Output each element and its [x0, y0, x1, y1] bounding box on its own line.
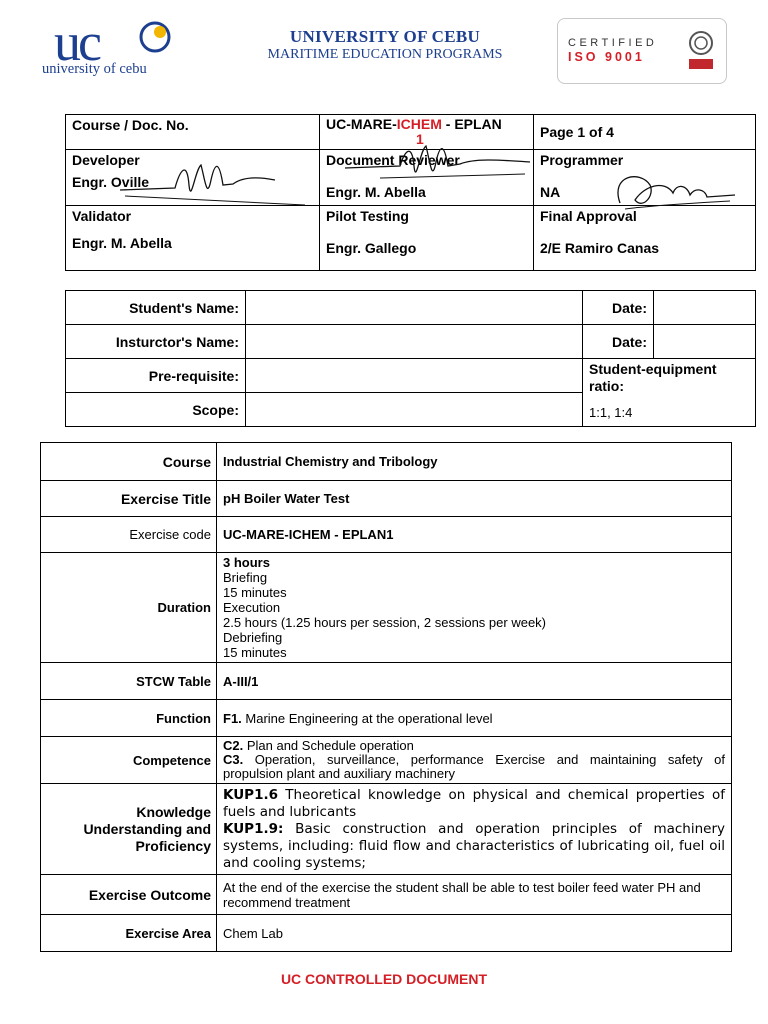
outcome-cell — [217, 875, 732, 915]
function-text: Marine Engineering at the operational level — [241, 710, 493, 726]
pilot-testing-cell — [320, 206, 534, 271]
function-label-cell — [41, 700, 217, 737]
duration-label-cell — [41, 553, 217, 663]
competence-label: Competence — [132, 752, 211, 768]
scope-label: Scope: — [192, 401, 239, 418]
student-name-field[interactable] — [246, 291, 583, 325]
developer-name: Engr. Oville — [72, 174, 150, 190]
university-logo — [40, 14, 180, 80]
developer-label: Developer — [72, 152, 140, 168]
instructor-name-field[interactable] — [246, 325, 583, 359]
logo-mark: uc — [54, 12, 99, 72]
final-approval-cell — [534, 206, 756, 271]
competence-c2-code: C2. — [223, 738, 244, 753]
student-name-label-cell — [66, 291, 246, 325]
controlled-document-footer: UC CONTROLLED DOCUMENT — [280, 971, 488, 987]
logo-swirl-icon — [136, 18, 174, 56]
ratio-label: Student-equipment ratio: — [589, 361, 717, 394]
doc-number-prefix: UC-MARE- — [326, 116, 397, 132]
kup16-text: Theoretical knowledge on physical and chemical properties of fuels and lubricants — [223, 786, 725, 820]
duration-line: Briefing — [223, 570, 268, 585]
final-approval-name: 2/E Ramiro Canas — [540, 240, 660, 256]
validator-name: Engr. M. Abella — [72, 235, 172, 251]
exercise-code: UC-MARE-ICHEM - EPLAN1 — [223, 527, 394, 542]
prerequisite-label-cell — [66, 359, 246, 393]
function-value-cell — [217, 700, 732, 737]
programmer-name: NA — [540, 184, 561, 200]
student-name-label: Student's Name: — [129, 299, 239, 316]
ratio-value: 1:1, 1:4 — [589, 405, 633, 420]
function-label: Function — [156, 710, 211, 726]
duration-line: Execution — [223, 600, 281, 615]
outcome-label-cell — [41, 875, 217, 915]
programmer-label: Programmer — [540, 152, 624, 168]
scope-label-cell — [66, 393, 246, 427]
doc-number-line2: 1 — [416, 131, 424, 147]
exercise-area-label: Exercise Area — [125, 925, 211, 941]
exercise-code-cell — [217, 517, 732, 553]
kup-label-cell — [41, 784, 217, 875]
exercise-title-cell — [217, 481, 732, 517]
exercise-code-label-cell — [41, 517, 217, 553]
instructor-date-label: Date: — [611, 333, 647, 350]
ratio-cell — [583, 359, 756, 427]
programmer-cell — [534, 150, 756, 206]
student-date-label: Date: — [611, 299, 647, 316]
stcw-value-cell — [217, 663, 732, 700]
stcw-value: A-III/1 — [223, 673, 259, 689]
competence-c3-text: Operation, surveillance, performance Exercise and maintaining safety of propulsion plant and auxiliary machinery — [223, 752, 725, 781]
exercise-title-label: Exercise Title — [120, 490, 211, 507]
reviewer-cell — [320, 150, 534, 206]
student-date-field[interactable] — [654, 291, 756, 325]
duration-label: Duration — [157, 600, 211, 615]
final-approval-label: Final Approval — [540, 208, 637, 224]
course-value: Industrial Chemistry and Tribology — [223, 454, 438, 469]
doc-number-highlight: ICHEM — [396, 116, 442, 132]
prerequisite-label: Pre-requisite: — [148, 367, 239, 384]
university-name: UNIVERSITY OF CEBU — [289, 27, 481, 46]
instructor-name-label-cell — [66, 325, 246, 359]
pilot-testing-label: Pilot Testing — [326, 208, 409, 224]
header-title-block — [200, 28, 570, 63]
instructor-name-label: Insturctor's Name: — [115, 333, 239, 350]
iso-number: ISO 9001 — [568, 50, 645, 64]
instructor-date-field[interactable] — [654, 325, 756, 359]
validator-cell — [66, 206, 320, 271]
page-number: Page 1 of 4 — [540, 124, 614, 140]
duration-line: 15 minutes — [223, 585, 287, 600]
course-value-cell — [217, 443, 732, 481]
duration-cell — [217, 553, 732, 663]
doc-number-suffix: - EPLAN — [441, 116, 502, 132]
course-label: Course — [162, 453, 211, 470]
course-doc-label: Course / Doc. No. — [72, 117, 189, 133]
developer-cell — [66, 150, 320, 206]
kup19-text: Basic construction and operation principles of machinery systems, including: fluid flow and characteristics of lubricating oil, fuel oil and cooling systems; — [223, 820, 725, 871]
instructor-date-label-cell — [583, 325, 654, 359]
kup-cell — [217, 784, 732, 875]
scope-field[interactable] — [246, 393, 583, 427]
competence-c3-code: C3. — [223, 752, 244, 767]
pilot-testing-name: Engr. Gallego — [326, 240, 417, 256]
document-control-table — [65, 114, 756, 271]
bureau-veritas-seal-icon — [686, 29, 716, 73]
doc-number-cell — [320, 115, 534, 150]
validator-label: Validator — [72, 208, 132, 224]
competence-c2-text: Plan and Schedule operation — [243, 738, 414, 753]
outcome-label: Exercise Outcome — [88, 886, 211, 903]
iso-certified-label: CERTIFIED — [568, 37, 658, 49]
prerequisite-field[interactable] — [246, 359, 583, 393]
exercise-title-label-cell — [41, 481, 217, 517]
duration-line: 2.5 hours (1.25 hours per session, 2 sessions per week) — [223, 615, 547, 630]
duration-total: 3 hours — [223, 555, 270, 570]
stcw-label-cell — [41, 663, 217, 700]
student-date-label-cell — [583, 291, 654, 325]
duration-line: 15 minutes — [223, 645, 287, 660]
exercise-code-label: Exercise code — [129, 527, 211, 542]
kup16-code: KUP1.6 — [223, 786, 278, 803]
exercise-area-label-cell — [41, 915, 217, 952]
reviewer-name: Engr. M. Abella — [326, 184, 426, 200]
exercise-title: pH Boiler Water Test — [223, 491, 350, 506]
duration-line: Debriefing — [223, 630, 283, 645]
competence-cell — [217, 737, 732, 784]
iso-certification-badge — [557, 18, 727, 84]
kup-label: Knowledge Understanding and Proficiency — [83, 803, 211, 854]
exercise-area-cell — [217, 915, 732, 952]
stcw-label: STCW Table — [136, 673, 211, 689]
program-name: MARITIME EDUCATION PROGRAMS — [267, 47, 503, 62]
function-code: F1. — [223, 710, 242, 726]
competence-label-cell — [41, 737, 217, 784]
page-number-cell — [534, 115, 756, 150]
reviewer-label: Document Reviewer — [326, 152, 460, 168]
kup19-code: KUP1.9: — [223, 820, 284, 837]
logo-subtitle: university of cebu — [42, 61, 147, 77]
exercise-details-table — [40, 442, 732, 952]
outcome-text: At the end of the exercise the student shall be able to test boiler feed water PH and recommend treatment — [223, 879, 701, 910]
exercise-area: Chem Lab — [223, 925, 283, 941]
student-info-table — [65, 290, 756, 427]
course-doc-label-cell — [66, 115, 320, 150]
course-label-cell — [41, 443, 217, 481]
